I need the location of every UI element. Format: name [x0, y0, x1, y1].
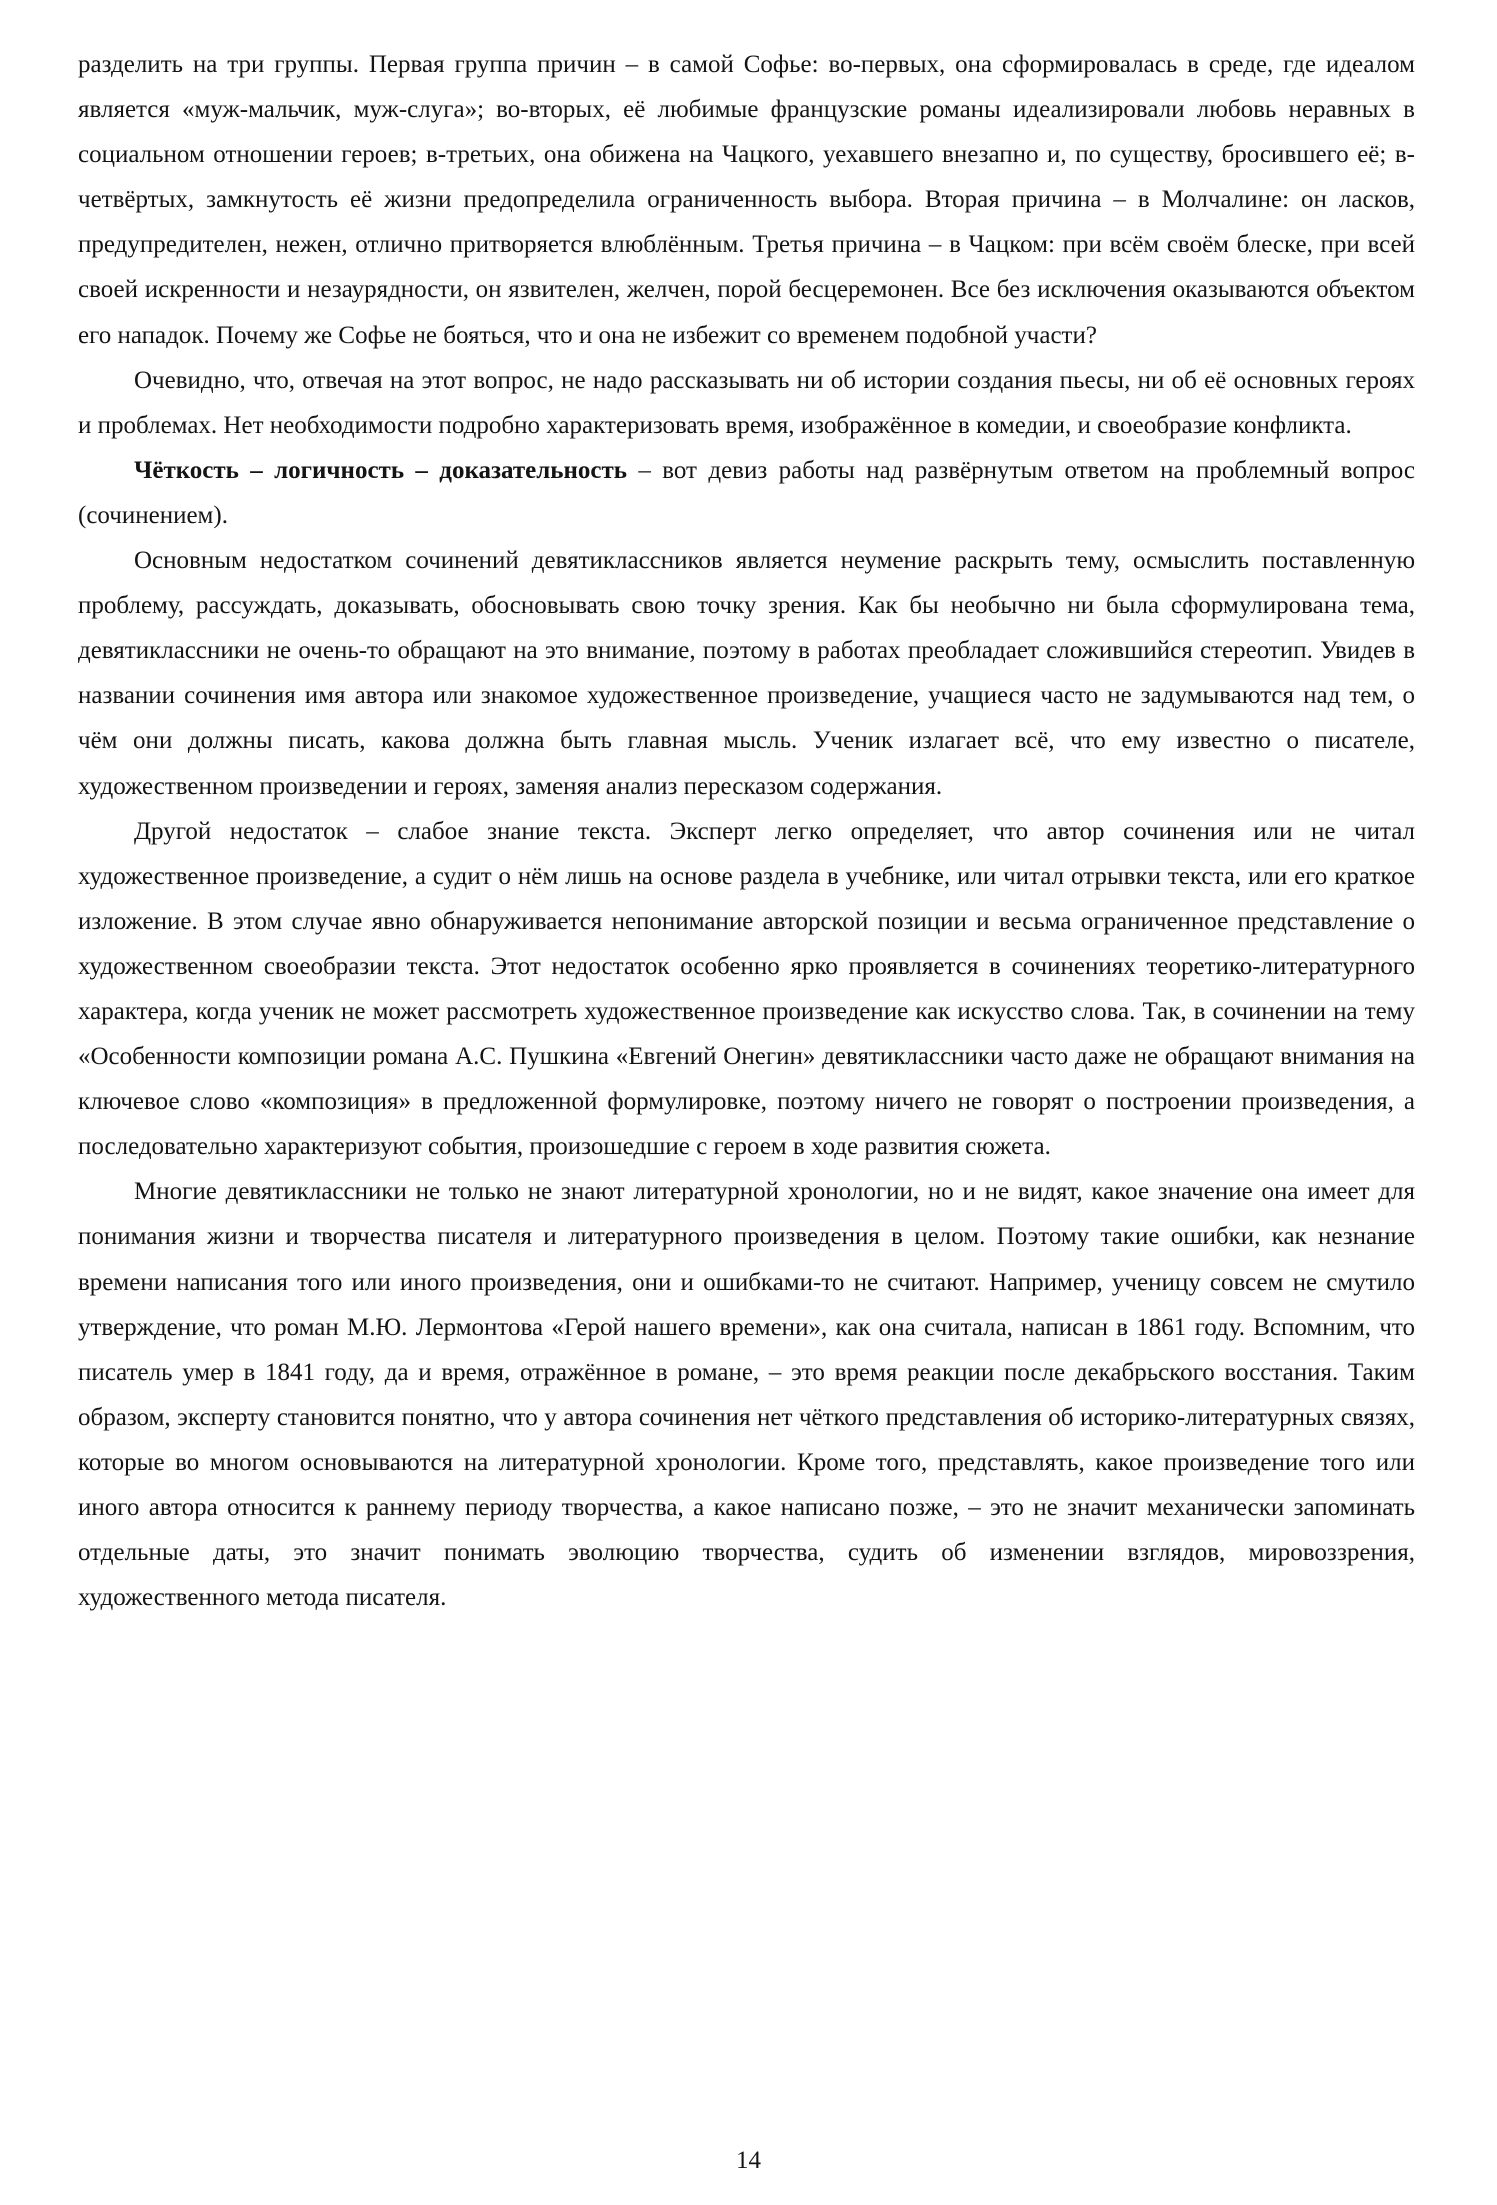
- paragraph-4: Основным недостатком сочинений девятиклассников является неумение раскрыть тему, осмыслить поставленную проблему, рассуждать, доказывать, обосновывать свою точку зрения. Как бы необычно ни была сформулирована тема, девятиклассники не очень-то обращают на это внимание, поэтому в работах преобладает сложившийся стереотип. Увидев в названии сочинения имя автора или знакомое художественное произведение, учащиеся часто не задумываются над тем, о чём они должны писать, какова должна быть главная мысль. Ученик излагает всё, что ему известно о писателе, художественном произведении и героях, заменяя анализ пересказом содержания.: [78, 547, 1415, 800]
- body-text: [78, 42, 1415, 1620]
- paragraph-5: Другой недостаток – слабое знание текста. Эксперт легко определяет, что автор сочинения или не читал художественное произведение, а судит о нём лишь на основе раздела в учебнике, или читал отрывки текста, или его краткое изложение. В этом случае явно обнаруживается непонимание авторской позиции и весьма ограниченное представление о художественном своеобразии текста. Этот недостаток особенно ярко проявляется в сочинениях теоретико-литературного характера, когда ученик не может рассмотреть художественное произведение как искусство слова. Так, в сочинении на тему «Особенности композиции романа А.С. Пушкина «Евгений Онегин» девятиклассники часто даже не обращают внимания на ключевое слово «композиция» в предложенной формулировке, поэтому ничего не говорят о построении произведения, а последовательно характеризуют события, произошедшие с героем в ходе развития сюжета.: [78, 817, 1415, 1161]
- paragraph-6: Многие девятиклассники не только не знают литературной хронологии, но и не видят, какое значение она имеет для понимания жизни и творчества писателя и литературного произведения в целом. Поэтому такие ошибки, как незнание времени написания того или иного произведения, они и ошибками-то не считают. Например, ученицу совсем не смутило утверждение, что роман М.Ю. Лермонтова «Герой нашего времени», как она считала, написан в 1861 году. Вспомним, что писатель умер в 1841 году, да и время, отражённое в романе, – это время реакции после декабрьского восстания. Таким образом, эксперту становится понятно, что у автора сочинения нет чёткого представления об историко-литературных связях, которые во многом основываются на литературной хронологии. Кроме того, представлять, какое произведение того или иного автора относится к раннему периоду творчества, а какое написано позже, – это не значит механически запоминать отдельные даты, это значит понимать эволюцию творчества, судить об изменении взглядов, мировоззрения, художественного метода писателя.: [78, 1178, 1415, 1612]
- paragraph-1: разделить на три группы. Первая группа причин – в самой Софье: во-первых, она сформировалась в среде, где идеалом является «муж-мальчик, муж-слуга»; во-вторых, её любимые французские романы идеализировали любовь неравных в социальном отношении героев; в-третьих, она обижена на Чацкого, уехавшего внезапно и, по существу, бросившего её; в-четвёртых, замкнутость её жизни предопределила ограниченность выбора. Вторая причина – в Молчалине: он ласков, предупредителен, нежен, отлично притворяется влюблённым. Третья причина – в Чацком: при всём своём блеске, при всей своей искренности и незаурядности, он язвителен, желчен, порой бесцеремонен. Все без исключения оказываются объектом его нападок. Почему же Софье не бояться, что и она не избежит со временем подобной участи?: [78, 51, 1415, 349]
- bold-motto: Чёткость – логичность – доказательность: [134, 456, 627, 484]
- paragraph-2: Очевидно, что, отвечая на этот вопрос, не надо рассказывать ни об истории создания пьесы, ни об её основных героях и проблемах. Нет необходимости подробно характеризовать время, изображённое в комедии, и своеобразие конфликта.: [78, 366, 1415, 439]
- page-number: 14: [736, 2147, 761, 2174]
- paragraph-3: [78, 448, 1415, 538]
- paragraph-3-rest: – вот девиз работы над развёрнутым ответом на проблемный вопрос (сочинением).: [78, 456, 1416, 529]
